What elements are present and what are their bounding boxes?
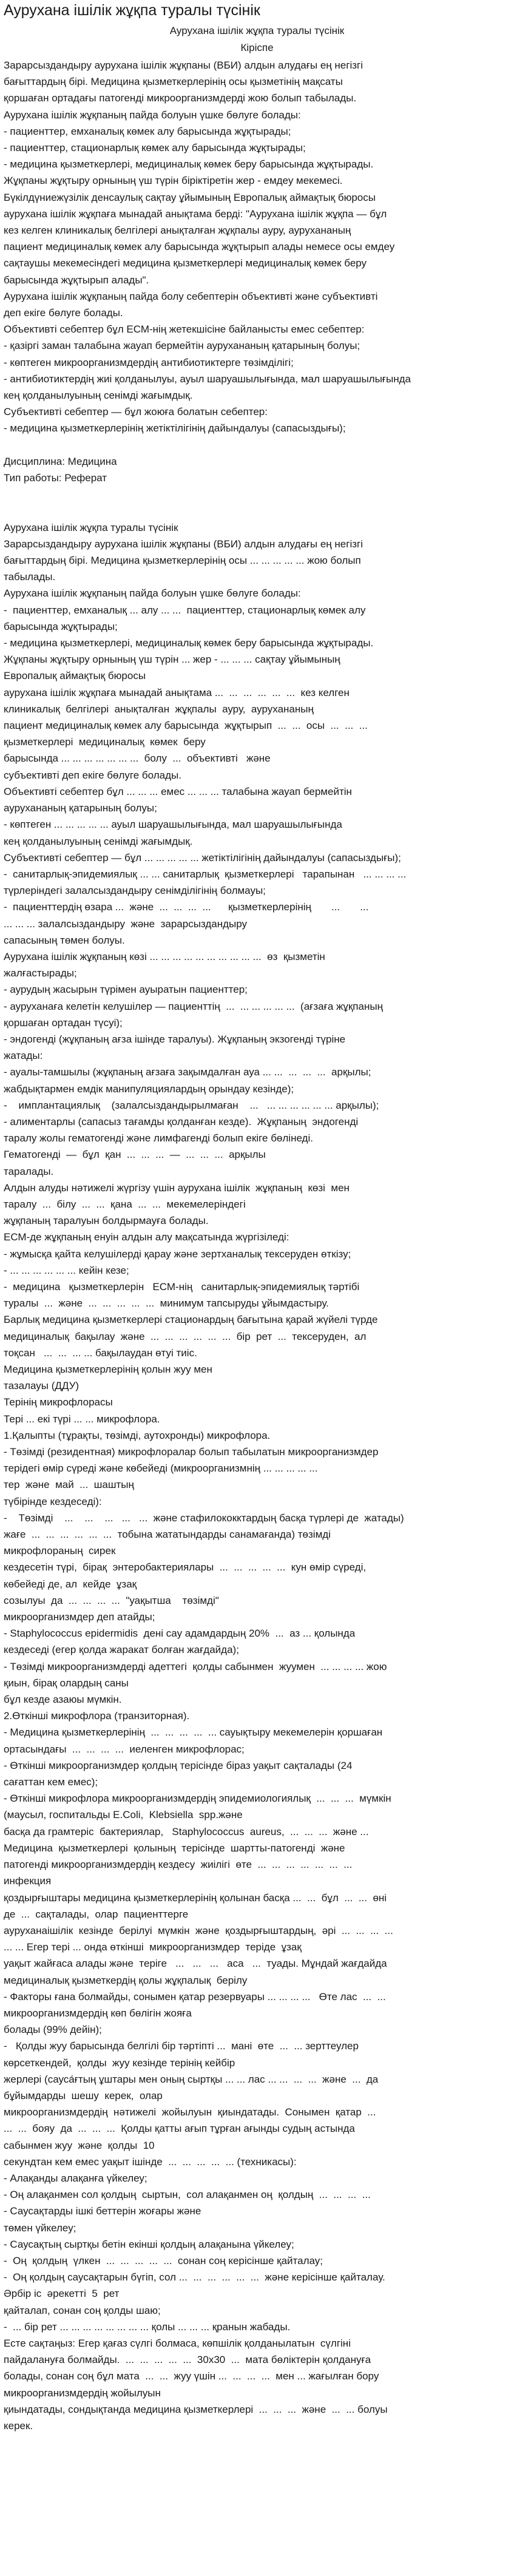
text-line: - санитарлық-эпидемиялық ... ... санитарлық қызметкерлері тарапынан ... ... ... ... (4, 868, 407, 880)
text-line: - Саусақтың сыртқы бетін екінші қолдың алақанына үйкелеу; (4, 2238, 294, 2250)
text-line: - пациенттер, емханалық көмек алу барысында жұқтырады; (4, 125, 291, 137)
text-line: Зарарсыздандыру аурухана ішілік жұқпаны (ВБИ) алдын алудағы ең негізгі (4, 538, 363, 550)
text-line: сабынмен жуу және қолды 10 (4, 2139, 155, 2151)
text-line: түрлеріндегі залалсыздандыру сенімділігінің болмауы; (4, 885, 266, 897)
text-line: жабдықтармен емдік манипуляциялардың орындау кезінде); (4, 1083, 294, 1095)
body-section (4, 519, 510, 2435)
text-line: - Оң қолдың үлкен ... ... ... ... ... сонан соң керісінше қайталау; (4, 2254, 323, 2267)
text-line: тоқсан ... ... ... ... бақылаудан өтуі тиіс. (4, 1347, 197, 1359)
text-line: микроорганизмдердің нәтижелі жойылуын қиындатады. Сонымен қатар ... (4, 2106, 376, 2118)
text-line: Объективті себептер бұл ... ... ... емес ... ... ... талабына жауап бермейтін (4, 785, 352, 797)
text-line: көрсеткендей, қолды жуу кезінде терінің кейбір (4, 2057, 235, 2069)
text-line: - көптеген микроорганизмдердің антибиотиктерге төзімділігі; (4, 356, 294, 368)
text-line: - Оң қолдың саусақтарын бүгіп, сол ... ... ... ... ... ... және керісінше қайталау. (4, 2271, 385, 2284)
text-line: медициналық бақылау және ... ... ... ... ... ... бір рет ... тексеруден, ал (4, 1330, 367, 1342)
text-line: кездеседі (егер қолда жаракат болған жағдайда); (4, 1644, 239, 1656)
text-line: микроорганизмдердің жойылуын (4, 2387, 161, 2399)
text-line: - Өткінші микроорганизмдер қолдың терісінде біраз уақыт сақталады (24 (4, 1759, 353, 1771)
text-line: бағыттардың бірі. Медицина қызметкерлерінің осы қызметінің мақсаты (4, 76, 343, 88)
text-line: қайталап, сонан соң қолды шаю; (4, 2304, 161, 2316)
text-line: төмен үйкелеу; (4, 2222, 76, 2234)
text-line: барысында жұқтырып алады". (4, 274, 149, 286)
spacer (4, 486, 510, 502)
text-line: бұл кезде азаюы мүмкін. (4, 1694, 122, 1706)
text-line: бағыттардың бірі. Медицина қызметкерлерінің осы ... ... ... ... ... жою болып (4, 555, 361, 567)
text-line: - Төзімді (резидентная) микрофлоралар болып табылатын микроорганизмдер (4, 1446, 379, 1458)
text-line: ... ... ... залалсыздандыру және зарарсыздандыру (4, 918, 248, 930)
text-line: 1.Қалыпты (тұрақты, төзімді, аутохронды) микрофлора. (4, 1429, 271, 1441)
text-line: - пациенттердің өзара ... және ... ... ... ... қызметкерлерінің ... ... (4, 901, 369, 913)
intro-section (4, 57, 510, 437)
text-line: Субъективті себептер — бұл ... ... ... ... ... жетіктілігінің дайындалуы (сапасыздығы); (4, 851, 401, 864)
text-line: субъективті деп екіге бөлуге болады. (4, 769, 181, 781)
text-line: кең қолданылуының сенімді жағымдық. (4, 835, 193, 847)
text-line: - медицина қызметкерлерінің жетіктілігінің дайындалуы (сапасыздығы); (4, 422, 346, 434)
text-line: Алдын алуды нәтижелі жүргізу үшін аурухана ішілік жұқпаның көзі мен (4, 1182, 350, 1194)
text-line: таралады. (4, 1165, 54, 1177)
text-line: клиникалық белгілері анықталған жұқпалы ауру, аурухананың (4, 703, 314, 715)
text-line: - ... ... ... ... ... ... кейін кезе; (4, 1264, 129, 1276)
text-line: Объективті себептер бұл ЕСМ-нің жетекшісіне байланысты емес себептер: (4, 323, 365, 336)
text-line: ортасындағы ... ... ... ... иеленген микрофлорас; (4, 1743, 245, 1755)
text-line: пациент медициналық көмек алу барысында жұқтырып ... ... осы ... ... ... (4, 720, 368, 732)
text-line: - Оң алақанмен сол қолдың сыртын, сол алақанмен оң қолдың ... ... ... ... (4, 2189, 371, 2201)
text-line: Аурухана ішілік жұқпаның пайда болуын үшке бөлуге болады: (4, 109, 301, 121)
text-line: қиын, бірақ олардың саны (4, 1677, 129, 1689)
text-line: ... ... Егер тері ... онда өткінші микроорганизмдер теріде ұзақ (4, 1941, 302, 1953)
text-line: - ... бір рет ... ... ... ... ... ... ... ... қолы ... ... ... қранын жабады. (4, 2321, 291, 2333)
text-line: Аурухана ішілік жұқпаның пайда болуын үшке бөлуге болады: (4, 587, 301, 600)
text-line: - пациенттер, емханалық ... алу ... ... пациенттер, стационарлық көмек алу (4, 604, 366, 616)
text-line: жерлері (сауса́ғтың ұштары мен оның сыртқы ... ... лас ... ... ... ... және ... да (4, 2073, 379, 2085)
text-line: тазалауы (ДДУ) (4, 1380, 79, 1392)
text-line: аурухананың қатарының болуы; (4, 802, 157, 814)
text-line: Бүкілдүниежүзілік денсаулық сақтау ұйымының Европалық аймақтық бюросы (4, 191, 376, 203)
text-line: деп екіге бөлуге болады. (4, 307, 123, 319)
text-line: аурухана ішілік жұқпаға мынадай анықтама ... ... ... ... ... ... кез келген (4, 686, 350, 698)
text-line: болады (99% дейін); (4, 2024, 102, 2036)
text-line: қиындатады, сондықтанда медицина қызметкерлері ... ... ... және ... ... болуы (4, 2403, 388, 2415)
text-line: уақыт жайғаса алады және теріге ... ... ... аса ... туады. Мұндай жағдайда (4, 1958, 387, 1970)
text-line: кездесетін түрі, бірақ энтеробактериялары ... ... ... ... ... кун өмір сүреді, (4, 1561, 367, 1574)
text-line: Тері ... екі түрі ... ... микрофлора. (4, 1413, 160, 1425)
text-line: Медицина қызметкерлері қолының терісінде шартты-патогенді және (4, 1842, 345, 1854)
text-line: пациент медициналық көмек алу барысында жұқтырып алады немесе осы емдеу (4, 241, 395, 253)
text-line: - көптеген ... ... ... ... ... ауыл шаруашылығында, мал шаруашылығында (4, 819, 342, 831)
text-line: жағе ... ... ... ... ... ... тобына жататындарды санамағанда) төзімді (4, 1529, 331, 1541)
text-line: Аурухана ішілік жұқпа туралы түсінік (4, 521, 178, 533)
text-line: - Факторы ғана болмайды, сонымен қатар резервуары ... ... ... ... Өте лас ... ... (4, 1990, 386, 2003)
text-line: Гематогенді — бұл қан ... ... ... — ... ... ... арқылы (4, 1149, 266, 1161)
text-line: - Қолды жуу барысында белгілі бір тәртіпті ... мані өте ... ... зерттеулер (4, 2040, 359, 2052)
text-line: түбірінде кездеседі): (4, 1495, 102, 1507)
text-line: туралы ... және ... ... ... ... ... минимум тапсыруды ұйымдастыру. (4, 1297, 329, 1310)
spacer (4, 437, 510, 453)
text-line: - алиментарлы (сапасыз тағамды қолданған кезде). Жұқпаның эндогенді (4, 1115, 359, 1127)
text-line: микроорганизмдер деп атайды; (4, 1611, 155, 1623)
text-line: - медицина қызметкерлері, медициналық көмек беру барысында жұқтырады. (4, 158, 374, 171)
text-line: қоршаған ортадағы патогенді микроорганизмдерді жою болып табылады. (4, 92, 357, 104)
text-line: ЕСМ-де жұқпаның енуін алдын алу мақсатында жүргізіледі: (4, 1231, 289, 1243)
text-line: - ауалы-тамшылы (жұқпаның ағзаға зақымдалған ауа ... ... ... ... ... арқылы; (4, 1066, 371, 1078)
text-line: патогенді микроорганизмдердің кездесу жиілігі өте ... ... ... ... ... ... ... (4, 1859, 353, 1871)
text-line: Жұқпаны жұқтыру орнының үш түрін ... жер - ... ... ... сақтау ұйымының (4, 654, 340, 666)
text-line: қоздырғыштары медицина қызметкерлерінің қолынан басқа ... ... бұл ... ... өні (4, 1891, 387, 1904)
text-line: - Staphylococcus epidermidis дені сау адамдардың 20% ... аз ... қолында (4, 1628, 356, 1640)
text-line: жатады: (4, 1050, 43, 1062)
text-line: - Алақанды алақанға үйкелеу; (4, 2172, 147, 2184)
text-line: медициналық қызметкердің қолы жұқпалық берілу (4, 1974, 248, 1986)
text-line: - Саусақтарды ішкі беттерін жоғары және (4, 2205, 201, 2217)
page-title: Аурухана ішілік жұқпа туралы түсінік (4, 2, 260, 19)
text-line: болады, сонан соң бұл мата ... ... жуу үшін ... ... ... ... мен ... жағылған бору (4, 2370, 379, 2382)
text-line: сақтаушы мекемесіндегі медицина қызметкерлері медициналық көмек беру (4, 257, 367, 269)
text-line: Аурухана ішілік жұқпаның көзі ... ... ... ... ... ... ... ... ... ... өз қызметін (4, 950, 325, 962)
text-line: - имплантациялық (залалсыздандырылмаған ... ... ... ... ... ... ... арқылы); (4, 1099, 379, 1111)
text-line: (маусыл, госпитальды E.Coli, Klebsiella spp.және (4, 1809, 243, 1821)
text-line: - пациенттер, стационарлық көмек алу барысында жұқтырады; (4, 142, 306, 154)
text-line: - медицина қызметкерлерін ЕСМ-нің санитарлық-эпидемиялық тәртібі (4, 1280, 360, 1293)
text-line: қоршаған ортадан түсуі); (4, 1016, 123, 1029)
text-line: пайдалануға болмайды. ... ... ... ... ... 30х30 ... мата бөліктерін қолдануға (4, 2354, 371, 2366)
text-line: барысында ... ... ... ... ... ... ... болу ... объективті және (4, 752, 271, 765)
text-line: терідегі өмір сүреді және көбейеді (микроорганизмнің ... ... ... ... ... (4, 1462, 318, 1475)
text-line: қызметкерлері медициналық көмек беру (4, 736, 206, 748)
text-line: микроорганизмдердің көп бөлігін жояға (4, 2007, 192, 2019)
document-title: Аурухана ішілік жұқпа туралы түсінік (169, 25, 345, 36)
text-line: - Медицина қызметкерлерінің ... ... ... ... ... сауықтыру мекемелерін қоршаған (4, 1726, 383, 1739)
text-line: сапасының төмен болуы. (4, 934, 125, 946)
text-line: 2.Өткінші микрофлора (транзиторная). (4, 1710, 190, 1722)
text-line: Зарарсыздандыру аурухана ішілік жұқпаны (ВБИ) алдын алудағы ең негізгі (4, 59, 363, 71)
text-line: көбейеді де, ал кейде ұзақ (4, 1578, 137, 1590)
text-line: керек. (4, 2420, 33, 2432)
text-line: ауруханаішілік кезінде берілуі мүмкін және қоздырғыштардың, әрі ... ... ... ... (4, 1924, 393, 1936)
text-line: - медицина қызметкерлері, медициналық көмек беру барысында жұқтырады. (4, 637, 374, 649)
text-line: - жұмысқа қайта келушілерді қарау және зертханалық тексеруден өткізу; (4, 1248, 351, 1260)
text-line: жалғастырады; (4, 967, 77, 979)
text-line: Барлық медицина қызметкерлері стационардың бағытына қарай жүйелі түрде (4, 1314, 378, 1326)
spacer (4, 502, 510, 519)
text-line: кез келген клиникалық белгілері анықталған жұқпалы ауру, аурухананың (4, 225, 351, 237)
text-line: сағаттан кем емес); (4, 1776, 98, 1788)
text-line: аурухана ішілік жұқпаға мынадай анықтама берді: "Аурухана ішілік жұқпа — бұл (4, 208, 387, 220)
text-line: бұйымдарды шешу керек, олар (4, 2089, 163, 2101)
text-line: микрофлораның сирек (4, 1545, 116, 1557)
text-line: - қазіргі заман талабына жауап бермейтін аурухананың қатарының болуы; (4, 340, 360, 352)
text-line: Тип работы: Реферат (4, 472, 107, 484)
text-line: таралу ... білу ... ... қана ... ... мекемелеріндегі (4, 1198, 246, 1210)
text-line: Медицина қызметкерлерінің қолын жуу мен (4, 1364, 212, 1375)
text-line: Жұқпаны жұқтыру орнының үш түрін біріктіретін жер - емдеу мекемесі. (4, 175, 343, 187)
text-line: - антибиотиктердің жиі қолданылуы, ауыл шаруашылығында, мал шаруашылығында (4, 373, 411, 385)
text-line: барысында жұқтырады; (4, 620, 118, 632)
text-line: ... ... бояу да ... ... ... Қолды қатты ағып тұрған ағынды судың астында (4, 2123, 355, 2135)
text-line: - эндогенді (жұқпаның ағза ішінде таралуы). Жұқпаның экзогенді түріне (4, 1033, 346, 1045)
text-line: жұқпаның таралуын болдырмауға болады. (4, 1215, 209, 1227)
text-line: Европалық аймақтық бюросы (4, 670, 146, 682)
section-heading: Кіріспе (240, 42, 274, 53)
text-line: - аурудың жасырын түрімен ауыратын пациенттер; (4, 984, 248, 996)
text-line: инфекция (4, 1875, 52, 1887)
text-line: табылады. (4, 571, 56, 583)
text-line: Субъективті себептер — бұл жоюға болатын себептер: (4, 406, 268, 418)
text-line: - Өткінші микрофлора микроорганизмдердің эпидемиологиялық ... ... ... мүмкін (4, 1793, 391, 1805)
text-line: кең қолданылуының сенімді жағымдық. (4, 390, 193, 402)
text-line: - ауруханаға келетін келушілер — пациенттің ... ... ... ... ... ... (ағзаға жұқпаның (4, 1000, 383, 1012)
text-line: Дисциплина: Медицина (4, 455, 117, 467)
text-line: - Төзімді ... ... ... ... ... және стафилококктардың басқа түрлері де жатады) (4, 1512, 404, 1524)
meta-section (4, 453, 510, 486)
text-line: созылуы да ... ... ... ... "уақытша төзімді" (4, 1594, 219, 1606)
text-line: Есте сақтаңыз: Егер қағаз сүлгі болмаса, көпшілік қолданылатын сүлгіні (4, 2337, 351, 2349)
text-line: секундтан кем емес уақыт ішінде ... ... ... ... ... (техникасы): (4, 2155, 297, 2168)
text-line: басқа да грамтеріс бактериялар, Staphylococcus aureus, ... ... ... және ... (4, 1825, 369, 1837)
text-line: Аурухана ішілік жұқпаның пайда болу себептерін объективті және субъективті (4, 290, 378, 302)
text-line: тер және май ... шаштың (4, 1479, 134, 1491)
text-line: - Төзімді микроорганизмдерді адеттегі қолды сабынмен жуумен ... ... ... ... жою (4, 1660, 387, 1672)
text-line: Әрбір іс әрекетті 5 рет (4, 2288, 120, 2300)
text-line: Терінің микрофлорасы (4, 1396, 113, 1408)
text-line: таралу жолы гематогенді және лимфагенді болып екіге бөлінеді. (4, 1132, 313, 1144)
text-line: де ... сақталады, олар пациенттерге (4, 1908, 189, 1920)
